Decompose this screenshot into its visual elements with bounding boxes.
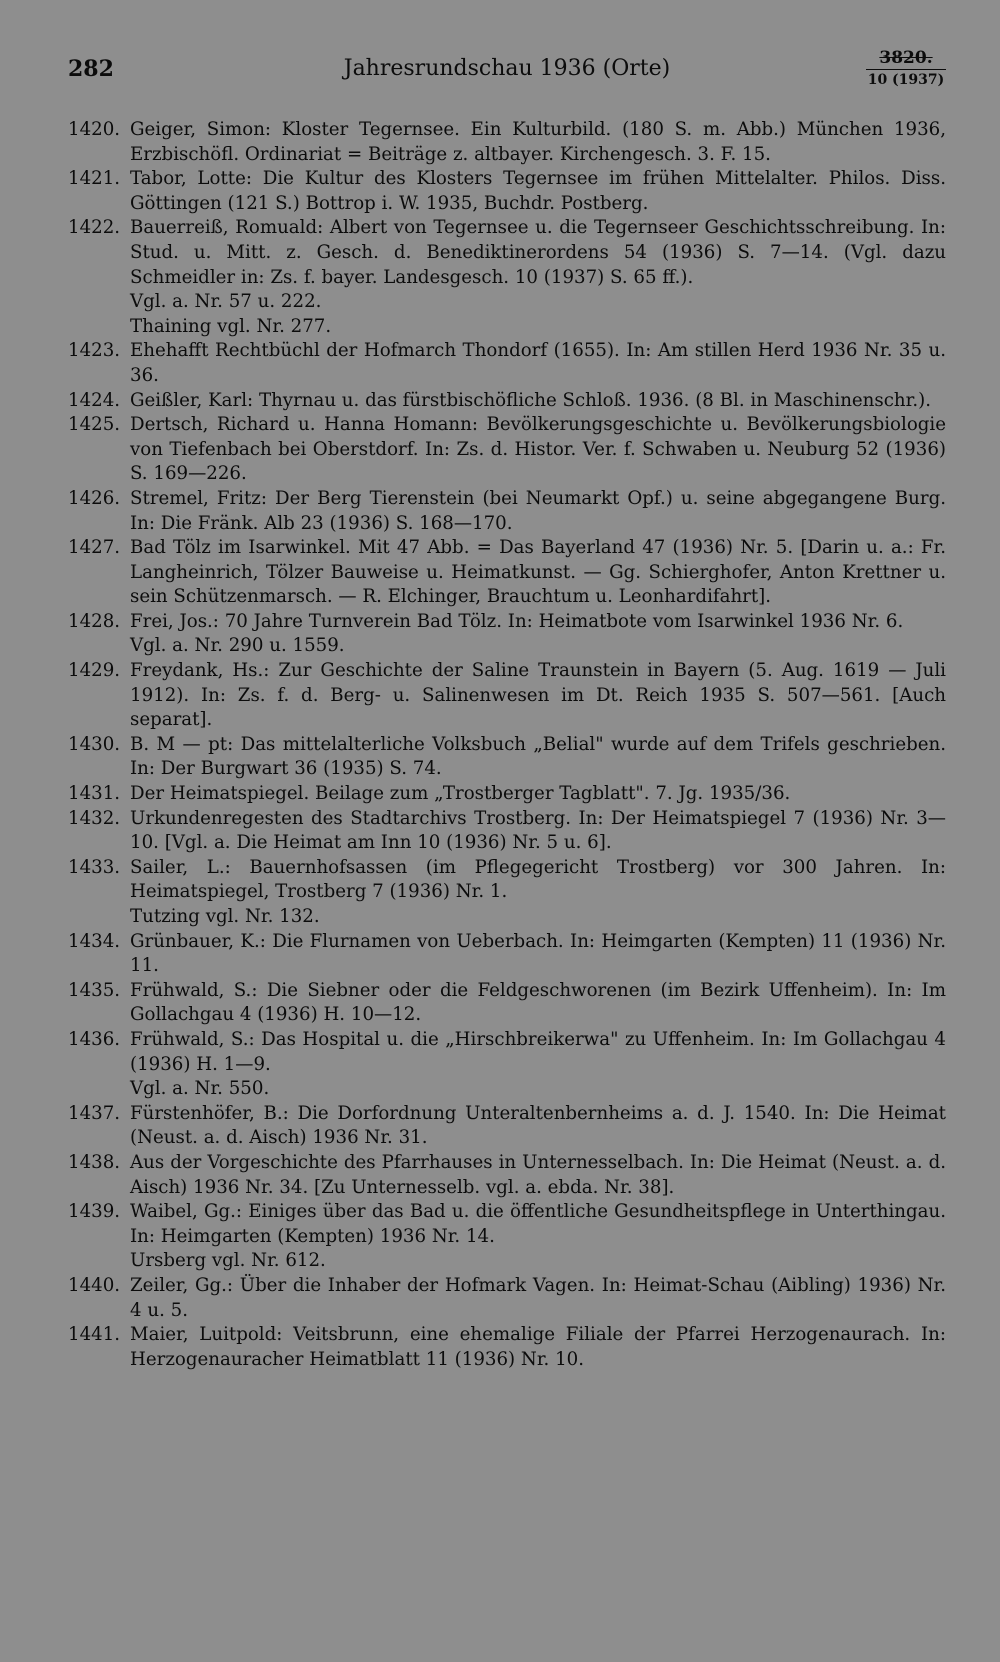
- entry-text: Geißler, Karl: Thyrnau u. das fürstbischöfliche Schloß. 1936. (8 Bl. in Maschinenschr.).: [130, 389, 931, 411]
- bibliography-entry: [68, 610, 946, 635]
- bibliography-entry: [68, 536, 946, 610]
- entry-text: B. M — pt: Das mittelalterliche Volksbuch „Belial" wurde auf dem Trifels geschrieben. In: Der Burgwart 36 (1935) S. 74.: [130, 733, 946, 780]
- entry-number: 1430.: [68, 733, 121, 755]
- entry-text: Freydank, Hs.: Zur Geschichte der Saline Traunstein in Bayern (5. Aug. 1619 — Juli 1912). In: Zs. f. d. Berg- u. Salinenwesen im Dt. Reich 1935 S. 507—561. [Auch separat].: [130, 660, 946, 731]
- entry-number: 1432.: [68, 807, 121, 829]
- entry-number: 1429.: [68, 660, 121, 682]
- bibliography-entry: [68, 807, 946, 856]
- page-number: 282: [68, 56, 114, 82]
- entry-number: 1439.: [68, 1201, 121, 1223]
- entry-number: 1440.: [68, 1274, 121, 1296]
- entry-text: Thaining vgl. Nr. 277.: [130, 315, 332, 337]
- entry-number: 1424.: [68, 389, 121, 411]
- bibliography-list: [68, 118, 946, 1372]
- cross-reference: [68, 1077, 946, 1102]
- entry-text: Tutzing vgl. Nr. 132.: [130, 906, 320, 927]
- bibliography-entry: [68, 167, 946, 216]
- bibliography-entry: [68, 1028, 946, 1077]
- bibliography-entry: [68, 118, 946, 167]
- entry-text: Aus der Vorgeschichte des Pfarrhauses in Unternesselbach. In: Die Heimat (Neust. a. d. Aisch) 1936 Nr. 34. [Zu Unternesselb. vgl. a. ebda. Nr. 38].: [130, 1151, 946, 1198]
- reference-block: [866, 48, 946, 88]
- entry-text: Geiger, Simon: Kloster Tegernsee. Ein Kulturbild. (180 S. m. Abb.) München 1936, Erzbischöfl. Ordinariat = Beiträge z. altbayer. Kirchengesch. 3. F. 15.: [130, 119, 946, 165]
- entry-number: 1421.: [68, 168, 121, 190]
- running-title: Jahresrundschau 1936 (Orte): [343, 56, 671, 81]
- bibliography-entry: [68, 389, 946, 414]
- entry-number: 1420.: [68, 119, 121, 140]
- entry-text: Vgl. a. Nr. 57 u. 222.: [130, 291, 322, 313]
- bibliography-entry: [68, 1151, 946, 1200]
- entry-number: 1426.: [68, 487, 121, 509]
- entry-number: 1427.: [68, 537, 121, 559]
- entry-text: Fürstenhöfer, B.: Die Dorfordnung Unteraltenbernheims a. d. J. 1540. In: Die Heimat (Neust. a. d. Aisch) 1936 Nr. 31.: [130, 1102, 946, 1149]
- bibliography-entry: [68, 487, 946, 536]
- bibliography-entry: [68, 659, 946, 733]
- entry-text: Ursberg vgl. Nr. 612.: [130, 1250, 326, 1272]
- cross-reference: [68, 290, 946, 315]
- entry-text: Stremel, Fritz: Der Berg Tierenstein (bei Neumarkt Opf.) u. seine abgegangene Burg. In: Die Fränk. Alb 23 (1936) S. 168—170.: [130, 487, 946, 534]
- bibliography-entry: [68, 856, 946, 905]
- bibliography-entry: [68, 413, 946, 487]
- bibliography-entry: [68, 1323, 946, 1372]
- entry-number: 1423.: [68, 340, 121, 362]
- entry-text: Vgl. a. Nr. 290 u. 1559.: [130, 635, 345, 657]
- entry-number: 1428.: [68, 610, 121, 632]
- entry-text: Bad Tölz im Isarwinkel. Mit 47 Abb. = Das Bayerland 47 (1936) Nr. 5. [Darin u. a.: Fr. Langheinrich, Tölzer Bauweise u. Heimatkunst. — Gg. Schierghofer, Anton Krettner u. sein Schützenmarsch. — R. Elchinger, Brauchtum u. Leonhardifahrt].: [130, 537, 946, 608]
- entry-text: Frühwald, S.: Das Hospital u. die „Hirschbreikerwa" zu Uffenheim. In: Im Gollachgau 4 (1936) H. 1—9.: [130, 1028, 946, 1075]
- bibliography-entry: [68, 1200, 946, 1249]
- entry-text: Ehehafft Rechtbüchl der Hofmarch Thondorf (1655). In: Am stillen Herd 1936 Nr. 35 u. 36.: [130, 340, 946, 386]
- entry-number: 1441.: [68, 1324, 121, 1346]
- bibliography-entry: [68, 339, 946, 388]
- bibliography-entry: [68, 733, 946, 782]
- entry-text: Sailer, L.: Bauernhofsassen (im Pflegegericht Trostberg) vor 300 Jahren. In: Heimatspiegel, Trostberg 7 (1936) Nr. 1.: [130, 856, 946, 903]
- bibliography-entry: [68, 930, 946, 979]
- entry-text: Zeiler, Gg.: Über die Inhaber der Hofmark Vagen. In: Heimat-Schau (Aibling) 1936) Nr. 4 u. 5.: [130, 1274, 946, 1321]
- entry-text: Der Heimatspiegel. Beilage zum „Trostberger Tagblatt". 7. Jg. 1935/36.: [130, 783, 791, 805]
- entry-number: 1425.: [68, 414, 121, 436]
- entry-text: Vgl. a. Nr. 550.: [130, 1078, 270, 1100]
- entry-text: Frei, Jos.: 70 Jahre Turnverein Bad Tölz. In: Heimatbote vom Isarwinkel 1936 Nr. 6.: [130, 610, 904, 632]
- bibliography-entry: [68, 979, 946, 1028]
- entry-number: 1434.: [68, 930, 121, 952]
- cross-reference: [68, 1249, 946, 1274]
- cross-reference: [68, 634, 946, 659]
- entry-text: Urkundenregesten des Stadtarchivs Trostberg. In: Der Heimatspiegel 7 (1936) Nr. 3—10. [Vgl. a. Die Heimat am Inn 10 (1936) Nr. 5 u. 6].: [130, 807, 946, 854]
- entry-number: 1433.: [68, 856, 121, 878]
- cross-reference: [68, 315, 946, 340]
- reference-volume: 10 (1937): [867, 72, 945, 88]
- page-header: [68, 48, 946, 92]
- cross-reference: [68, 905, 946, 930]
- entry-number: 1437.: [68, 1102, 121, 1124]
- reference-number: 3820.: [866, 48, 946, 70]
- entry-number: 1422.: [68, 217, 121, 239]
- bibliography-entry: [68, 782, 946, 807]
- entry-text: Dertsch, Richard u. Hanna Homann: Bevölkerungsgeschichte u. Bevölkerungsbiologie von Tiefenbach bei Oberstdorf. In: Zs. d. Histor. Ver. f. Schwaben u. Neuburg 52 (1936) S. 169—226.: [130, 414, 946, 485]
- bibliography-entry: [68, 216, 946, 290]
- entry-text: Grünbauer, K.: Die Flurnamen von Ueberbach. In: Heimgarten (Kempten) 11 (1936) Nr. 11.: [130, 930, 946, 977]
- entry-text: Waibel, Gg.: Einiges über das Bad u. die öffentliche Gesundheitspflege in Unterthingau. In: Heimgarten (Kempten) 1936 Nr. 14.: [130, 1201, 946, 1247]
- bibliography-entry: [68, 1102, 946, 1151]
- entry-text: Tabor, Lotte: Die Kultur des Klosters Tegernsee im frühen Mittelalter. Philos. Diss. Göttingen (121 S.) Bottrop i. W. 1935, Buchdr. Postberg.: [130, 168, 946, 214]
- entry-text: Frühwald, S.: Die Siebner oder die Feldgeschworenen (im Bezirk Uffenheim). In: Im Gollachgau 4 (1936) H. 10—12.: [130, 979, 946, 1026]
- entry-number: 1436.: [68, 1028, 121, 1050]
- entry-text: Maier, Luitpold: Veitsbrunn, eine ehemalige Filiale der Pfarrei Herzogenaurach. In: Herzogenauracher Heimatblatt 11 (1936) Nr. 10.: [130, 1324, 946, 1370]
- entry-number: 1435.: [68, 979, 121, 1001]
- entry-number: 1438.: [68, 1151, 121, 1173]
- entry-number: 1431.: [68, 783, 121, 805]
- bibliography-entry: [68, 1274, 946, 1323]
- entry-text: Bauerreiß, Romuald: Albert von Tegernsee u. die Tegernseer Geschichtsschreibung. In: Stud. u. Mitt. z. Gesch. d. Benediktinerordens 54 (1936) S. 7—14. (Vgl. dazu Schmeidler in: Zs. f. bayer. Landesgesch. 10 (1937) S. 65 ff.).: [130, 217, 946, 288]
